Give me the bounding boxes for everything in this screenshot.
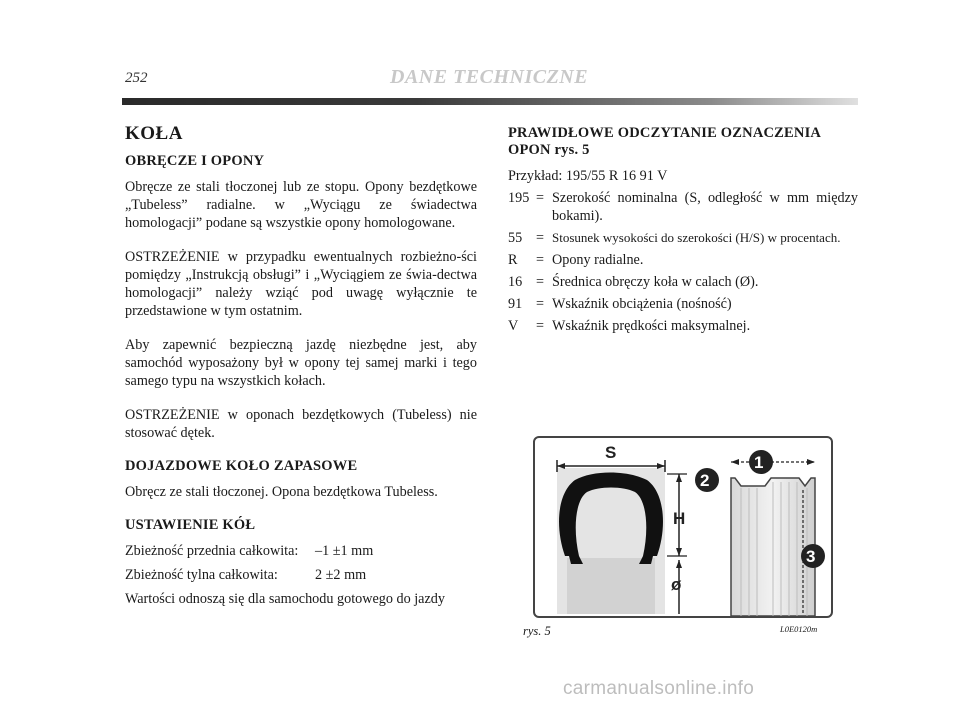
definition-equals: = bbox=[536, 230, 545, 246]
watermark: carmanualsonline.info bbox=[563, 678, 755, 699]
label-s: S bbox=[605, 443, 617, 462]
label-h: H bbox=[673, 509, 686, 528]
definition-row bbox=[508, 189, 858, 225]
wheels-title: KOŁA bbox=[125, 123, 183, 144]
tire-diagram bbox=[533, 436, 833, 618]
diameter-arrow bbox=[676, 560, 682, 568]
definition-row bbox=[508, 273, 858, 291]
alignment-note: Wartości odnoszą się dla samochodu gotowego do jazdy bbox=[125, 591, 445, 607]
spare-heading: DOJAZDOWE KOŁO ZAPASOWE bbox=[125, 458, 358, 474]
rims-paragraph-2: OSTRZEŻENIE w przypadku ewentualnych rozbieżno-ści pomiędzy „Instrukcją obsługi” i „Wyciągiem ze świa-dectwa homologacji” należy wziąć pod uwagę wyłącznie te przedstawione w tym ostatnim. bbox=[125, 249, 477, 319]
definition-equals: = bbox=[536, 296, 545, 312]
definition-equals: = bbox=[536, 318, 545, 334]
tire-diagram-drawing bbox=[535, 438, 831, 616]
definition-text: Średnica obręczy koła w calach (Ø). bbox=[552, 274, 759, 290]
label-diameter: ø bbox=[671, 575, 682, 594]
front-toe-row bbox=[125, 542, 477, 560]
header-rule bbox=[122, 98, 858, 105]
right-column bbox=[508, 125, 858, 339]
rear-toe-label: Zbieżność tylna całkowita: bbox=[125, 567, 278, 583]
definition-code: R bbox=[508, 252, 518, 268]
definition-row bbox=[508, 229, 858, 247]
left-column bbox=[125, 125, 477, 608]
h-arrow-top bbox=[676, 474, 682, 482]
alignment-heading: USTAWIENIE KÓŁ bbox=[125, 517, 256, 533]
definition-equals: = bbox=[536, 274, 545, 290]
spare-paragraph: Obręcz ze stali tłoczonej. Opona bezdętkowa Tubeless. bbox=[125, 484, 438, 500]
tire-reading-heading bbox=[508, 125, 858, 159]
rear-toe-value: 2 ±2 mm bbox=[315, 567, 367, 583]
section-title: DANE TECHNICZNE bbox=[390, 66, 589, 88]
front-toe-label: Zbieżność przednia całkowita: bbox=[125, 543, 299, 559]
tire-reading-heading-line2: OPON rys. 5 bbox=[508, 142, 590, 158]
rims-heading: OBRĘCZE I OPONY bbox=[125, 153, 265, 169]
callout-1: 1 bbox=[754, 453, 764, 472]
h-arrow-bottom bbox=[676, 548, 682, 556]
definition-row bbox=[508, 251, 858, 269]
definition-code: V bbox=[508, 318, 519, 334]
tire-definitions bbox=[508, 189, 858, 335]
figure-caption: rys. 5 bbox=[523, 624, 551, 638]
rear-toe-row bbox=[125, 566, 477, 584]
rim-body bbox=[567, 558, 655, 614]
rim-width-arrow-right bbox=[807, 459, 815, 465]
rims-paragraph-3: Aby zapewnić bezpieczną jazdę niezbędne jest, aby samochód wyposażony był w opony tej samej marki i tego samego typu na wszystkich kołach. bbox=[125, 337, 477, 389]
front-toe-value: –1 ±1 mm bbox=[315, 543, 374, 559]
definition-equals: = bbox=[536, 252, 545, 268]
rim-width-arrow-left bbox=[731, 459, 739, 465]
definition-code: 16 bbox=[508, 274, 523, 290]
callout-3: 3 bbox=[806, 547, 816, 566]
rims-paragraph-1: Obręcze ze stali tłoczonej lub ze stopu. Opony bezdętkowe „Tubeless” radialne. w „Wyciągu ze świadectwa homologacji” podane są wszystkie opony homologowane. bbox=[125, 179, 477, 231]
definition-text: Wskaźnik obciążenia (nośność) bbox=[552, 296, 732, 312]
tire-reading-heading-line1: PRAWIDŁOWE ODCZYTANIE OZNACZENIA bbox=[508, 125, 822, 141]
definition-text: Opony radialne. bbox=[552, 252, 644, 268]
definition-equals: = bbox=[536, 190, 545, 206]
definition-row bbox=[508, 295, 858, 313]
definition-code: 91 bbox=[508, 296, 523, 312]
definition-code: 195 bbox=[508, 190, 530, 206]
rims-paragraph-4: OSTRZEŻENIE w oponach bezdętkowych (Tubeless) nie stosować dętek. bbox=[125, 407, 477, 441]
figure-code: L0E0120m bbox=[780, 624, 818, 634]
definition-text: Wskaźnik prędkości maksymalnej. bbox=[552, 318, 751, 334]
definition-text: Stosunek wysokości do szerokości (H/S) w procentach. bbox=[552, 230, 841, 245]
definition-code: 55 bbox=[508, 230, 523, 246]
definition-text: Szerokość nominalna (S, odległość w mm między bokami). bbox=[552, 190, 858, 224]
callout-2: 2 bbox=[700, 471, 710, 490]
tire-example: Przykład: 195/55 R 16 91 V bbox=[508, 168, 668, 184]
definition-row bbox=[508, 317, 858, 335]
page-number: 252 bbox=[125, 70, 148, 86]
